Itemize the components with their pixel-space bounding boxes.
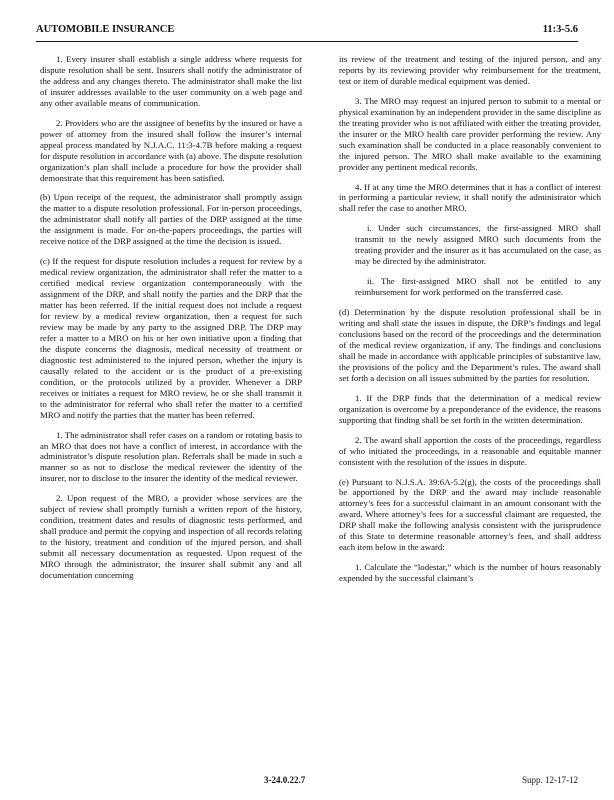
page-number: 3-24.0.22.7 bbox=[264, 775, 306, 785]
paragraph: 2. Providers who are the assignee of benefits by the insured or have a power of attorney from the insured shall follow the insurer’s internal appeal process mandated by N.J.A.C. 11:3-4.7B before making a request for dispute resolution in accordance with (a) above. The dispute resolution organization’s plan shall include a procedure for how the provider shall demonstrate that this requirement has been satisfied. bbox=[40, 117, 302, 183]
header-title: AUTOMOBILE INSURANCE bbox=[36, 24, 175, 35]
paragraph: 1. If the DRP finds that the determination of a medical review organization is overcome by a preponderance of the evidence, the reasons supporting that finding shall be set forth in the written determination. bbox=[339, 392, 601, 425]
left-column bbox=[40, 54, 302, 590]
paragraph: 3. The MRO may request an injured person to submit to a mental or physical examination by an independent provider in the same discipline as the treating provider who is not affiliated with either the treating provider, the insurer or the MRO health care provider performing the review. Any such examination shall be conducted in a place reasonably convenient to the injured person. The MRO shall make available to the examining provider any pertinent medical records. bbox=[339, 95, 601, 172]
header-section-number: 11:3-5.6 bbox=[542, 24, 578, 35]
supplement-date: Supp. 12-17-12 bbox=[522, 775, 578, 785]
right-column bbox=[339, 54, 601, 593]
running-footer bbox=[36, 775, 578, 787]
paragraph: 1. The administrator shall refer cases on a random or rotating basis to an MRO that does not have a conflict of interest, in accordance with the administrator’s dispute resolution plan. Referrals shall be made in such a manner so as not to disclose the medical reviewer the identity of the insurer, nor to disclose to the insurer the identity of the medical reviewer. bbox=[40, 429, 302, 484]
paragraph: its review of the treatment and testing of the injured person, and any reports by its reviewing provider why reimbursement for the treatment, test or item of durable medical equipment was denied. bbox=[339, 54, 601, 86]
paragraph: ii. The first-assigned MRO shall not be entitled to any reimbursement for work performed on the transferred case. bbox=[355, 276, 601, 298]
paragraph: (d) Determination by the dispute resolution professional shall be in writing and shall state the issues in dispute, the DRP’s findings and legal conclusions based on the record of the proceedings and the determination of the medical review organization, if any. The findings and conclusions shall be made in accordance with applicable principles of substantive law, the provisions of the policy and the Department’s rules. The award shall set forth a decision on all issues submitted by the parties for resolution. bbox=[339, 307, 601, 383]
paragraph: (e) Pursuant to N.J.S.A. 39:6A-5.2(g), the costs of the proceedings shall be apportioned by the DRP and the award may include reasonable attorney’s fees for a successful claimant in an amount consonant with the award. Where attorney’s fees for a successful claimant are requested, the DRP shall make the following analysis consistent with the jurisprudence of this State to determine reasonable attorney’s fees, and shall address each item below in the award: bbox=[339, 476, 601, 553]
paragraph: 1. Every insurer shall establish a single address where requests for dispute resolution shall be sent. Insurers shall notify the administrator of the address and any changes thereto. The administrator shall make the list of insurer addresses available to the user community on a web page and any other available means of communication. bbox=[40, 54, 302, 108]
paragraph: 2. The award shall apportion the costs of the proceedings, regardless of who initiated the proceedings, in a reasonable and equitable manner consistent with the resolution of the issues in dispute. bbox=[339, 434, 601, 467]
paragraph: 4. If at any time the MRO determines that it has a conflict of interest in performing a particular review, it shall notify the administrator which shall refer the case to another MRO. bbox=[339, 181, 601, 214]
paragraph: 1. Calculate the “lodestar,” which is the number of hours reasonably expended by the successful claimant’s bbox=[339, 562, 601, 584]
paragraph: (b) Upon receipt of the request, the administrator shall promptly assign the matter to a dispute resolution professional. For in-person proceedings, the administrator shall notify all parties of the DRP assigned at the time the assignment is made. For on-the-papers proceedings, the parties will receive notice of the DRP assigned at the time the decision is issued. bbox=[40, 192, 302, 247]
paragraph: (c) If the request for dispute resolution includes a request for review by a medical review organization, the administrator shall refer the matter to a certified medical review organization contemporaneously with the assignment of the DRP, and shall notify the parties and the DRP that the matter has been referred. If the initial request does not include a request for review by a medical review organization, then a request for such review may be made by any party to the assigned DRP. The DRP may refer a matter to a MRO on his or her own initiative upon a finding that the dispute concerns the diagnosis, medical necessity of treatment or diagnostic test administered to the injured person, whether the injury is causally related to the accident or is the product of a pre-existing condition, or the protocols utilized by a provider. Whenever a DRP receives or initiates a request for MRO review, he or she shall transmit it to the administrator for referral who shall refer the matter to a certified MRO and notify the parties that the matter has been referred. bbox=[40, 256, 302, 420]
paragraph: i. Under such circumstances, the first-assigned MRO shall transmit to the newly assigned MRO such documents from the treating provider and the insurer as it has accumulated on the case, as may be directed by the administrator. bbox=[355, 223, 601, 267]
paragraph: 2. Upon request of the MRO, a provider whose services are the subject of review shall promptly furnish a written report of the history, condition, treatment dates and results of diagnostic tests performed, and shall produce and permit the copying and inspection of all records relating to the history, treatment and condition of the injured person, and shall submit all necessary documentation as requested. Upon request of the MRO through the administrator, the insurer shall submit any and all documentation concerning bbox=[40, 493, 302, 580]
header-rule bbox=[36, 41, 578, 42]
running-header bbox=[36, 24, 578, 40]
